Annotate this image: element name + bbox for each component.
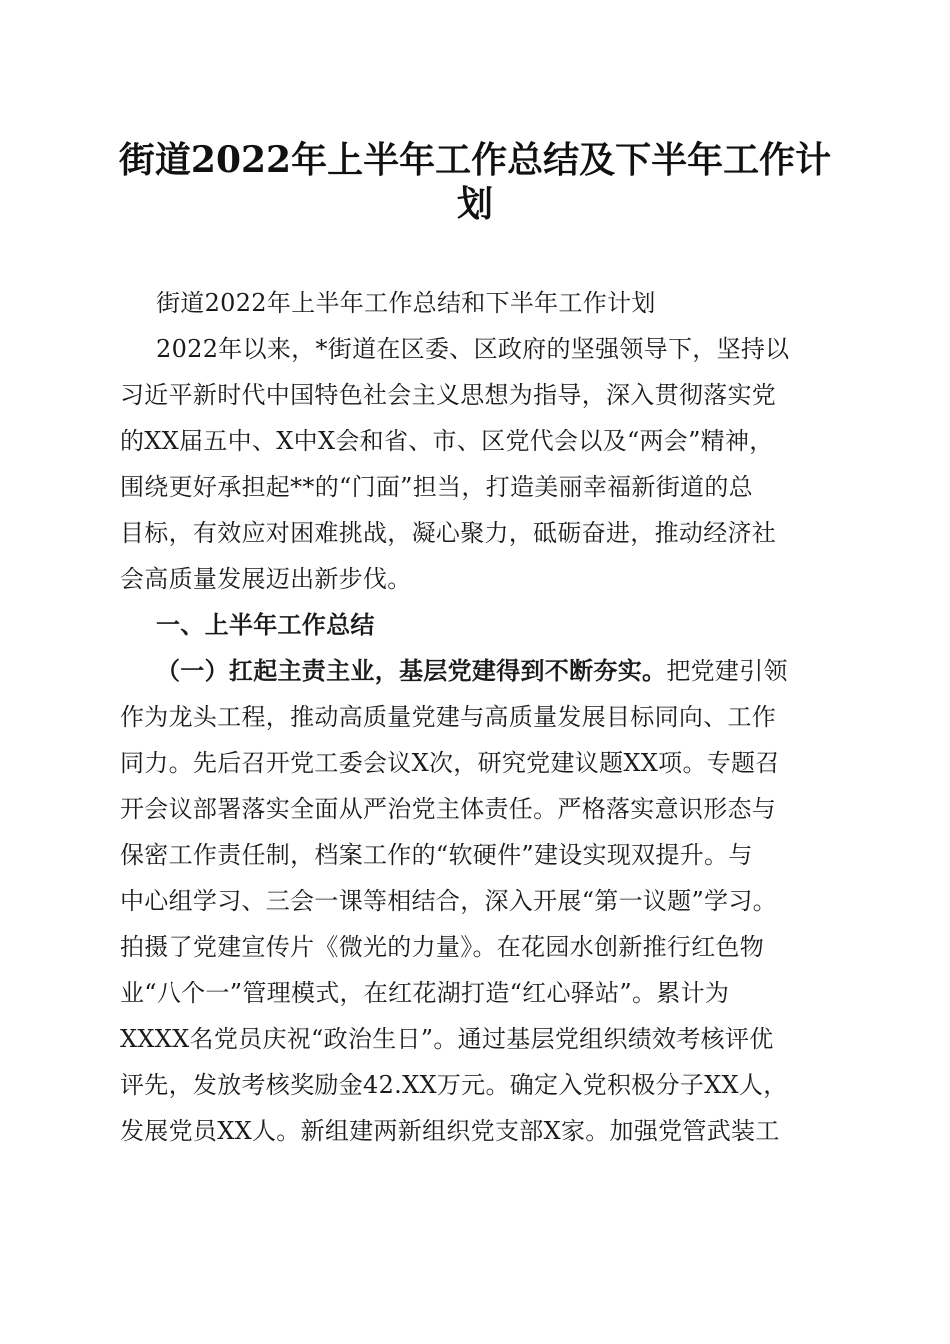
- subsection-line: 发展党员XX人。新组建两新组织党支部X家。加强党管武装工: [120, 1117, 780, 1145]
- subsection-line: 开会议部署落实全面从严治党主体责任。严格落实意识形态与: [120, 795, 777, 823]
- intro-line: 围绕更好承担起**的“门面”担当，打造美丽幸福新街道的总: [120, 473, 753, 501]
- subsection-line: XXXX名党员庆祝“政治生日”。通过基层党组织绩效考核评优: [120, 1025, 774, 1053]
- section-heading: 一、上半年工作总结: [156, 611, 375, 639]
- subsection-line: 作为龙头工程，推动高质量党建与高质量发展目标同向、工作: [120, 703, 777, 731]
- subsection-line: 保密工作责任制，档案工作的“软硬件”建设实现双提升。与: [120, 841, 753, 869]
- subsection-first-line: [120, 648, 834, 694]
- subsection-line: 评先，发放考核奖励金42.XX万元。确定入党积极分子XX人，: [120, 1071, 788, 1099]
- subsection-line: 中心组学习、三会一课等相结合，深入开展“第一议题”学习。: [120, 887, 777, 915]
- document-subtitle: 街道2022年上半年工作总结和下半年工作计划: [156, 289, 656, 317]
- subsection-line: 业“八个一”管理模式，在红花湖打造“红心驿站”。累计为: [120, 979, 730, 1007]
- subsection-line: 同力。先后召开党工委会议X次，研究党建议题XX项。专题召: [120, 749, 780, 777]
- intro-line: 的XX届五中、X中X会和省、市、区党代会以及“两会”精神，: [120, 427, 774, 455]
- intro-line: 2022年以来，*街道在区委、区政府的坚强领导下，坚持以: [156, 335, 790, 363]
- subsection-lead-rest: 把党建引领: [666, 657, 788, 685]
- document-title: 街道2022年上半年工作总结及下半年工作计划: [118, 139, 832, 225]
- intro-line: 习近平新时代中国特色社会主义思想为指导，深入贯彻落实党: [120, 381, 777, 409]
- subsection-line: 拍摄了党建宣传片《微光的力量》。在花园水创新推行红色物: [120, 933, 765, 961]
- intro-line: 目标，有效应对困难挑战，凝心聚力，砥砺奋进，推动经济社: [120, 519, 777, 547]
- subsection-lead: （一）扛起主责主业，基层党建得到不断夯实。: [156, 656, 667, 685]
- intro-line: 会高质量发展迈出新步伐。: [120, 565, 412, 593]
- document-body: [120, 280, 834, 1154]
